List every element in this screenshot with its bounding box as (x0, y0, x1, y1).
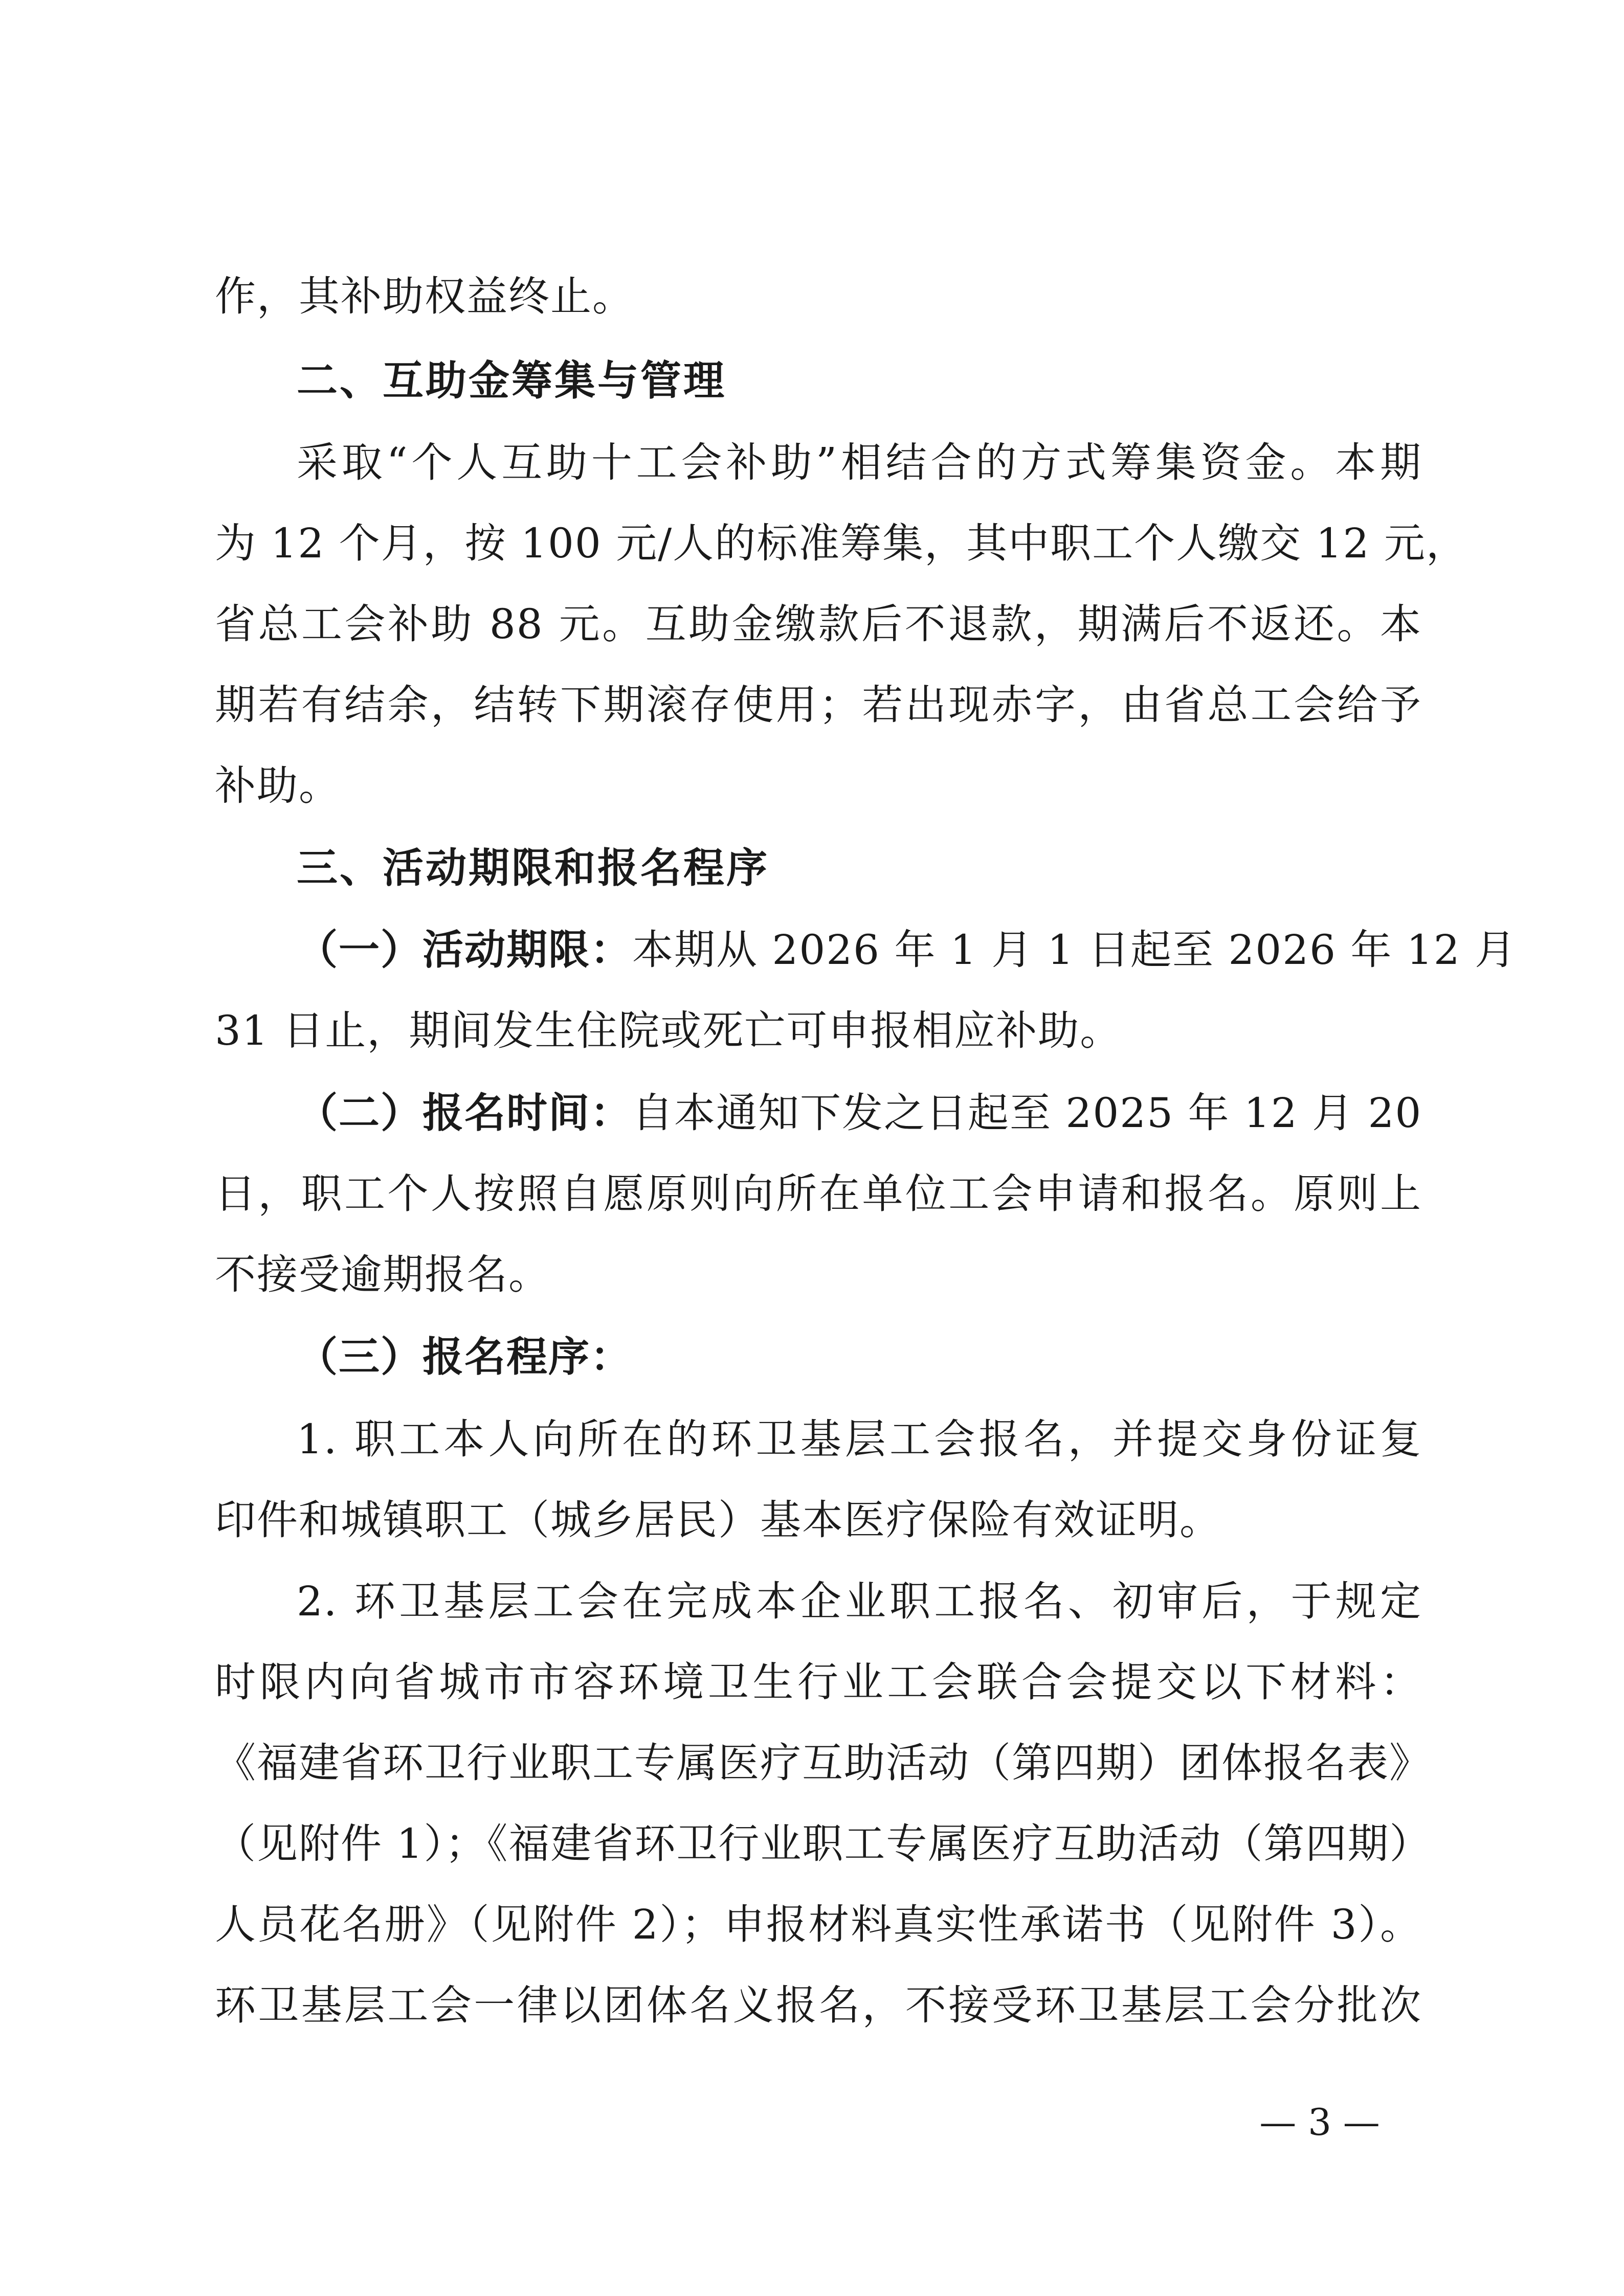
paragraph-line: 《福建省环卫行业职工专属医疗互助活动（第四期）团体报名表》 (215, 1739, 1431, 1787)
paragraph-line: 日，职工个人按照自愿原则向所在单位工会申请和报名。原则上 (215, 1170, 1422, 1218)
paragraph-line: 人员花名册》（见附件 2）；申报材料真实性承诺书（见附件 3）。 (215, 1901, 1422, 1948)
paragraph-line: 时限内向省城市市容环境卫生行业工会联合会提交以下材料： (215, 1658, 1422, 1706)
list-item-1: 1. 职工本人向所在的环卫基层工会报名，并提交身份证复 (297, 1415, 1422, 1463)
subsection-2-lead: （二）报名时间： (297, 1089, 632, 1137)
page-number: — 3 — (1259, 2101, 1380, 2144)
subsection-1-text: 本期从 2026 年 1 月 1 日起至 2026 年 12 月 (632, 926, 1517, 974)
list-item-2: 2. 环卫基层工会在完成本企业职工报名、初审后，于规定 (297, 1578, 1422, 1625)
paragraph-line: 采取“个人互助十工会补助”相结合的方式筹集资金。本期 (297, 439, 1422, 486)
paragraph-line: 为 12 个月，按 100 元/人的标准筹集，其中职工个人缴交 12 元， (215, 520, 1468, 567)
paragraph-line: 31 日止，期间发生住院或死亡可申报相应补助。 (215, 1007, 1122, 1054)
subsection-2-text: 自本通知下发之日起至 2025 年 12 月 20 (632, 1089, 1422, 1137)
paragraph-line: 省总工会补助 88 元。互助金缴款后不退款，期满后不返还。本 (215, 600, 1422, 648)
subsection-2 (297, 1088, 1422, 1139)
paragraph-line: 期若有结余，结转下期滚存使用；若出现赤字，由省总工会给予 (215, 681, 1422, 729)
subsection-1 (297, 925, 1517, 976)
section-heading-3: 三、活动期限和报名程序 (297, 844, 769, 892)
paragraph-line: 环卫基层工会一律以团体名义报名，不接受环卫基层工会分批次 (215, 1982, 1422, 2029)
paragraph-line: 印件和城镇职工（城乡居民）基本医疗保险有效证明。 (215, 1496, 1221, 1544)
paragraph-line: （见附件 1）；《福建省环卫行业职工专属医疗互助活动（第四期） (215, 1820, 1432, 1867)
paragraph-line: 补助。 (215, 762, 341, 809)
subsection-3 (297, 1332, 1422, 1383)
subsection-3-lead: （三）报名程序： (297, 1333, 632, 1381)
paragraph-line: 作，其补助权益终止。 (215, 273, 634, 320)
subsection-1-lead: （一）活动期限： (297, 926, 632, 974)
paragraph-line: 不接受逾期报名。 (215, 1251, 550, 1298)
section-heading-2: 二、互助金筹集与管理 (297, 357, 726, 404)
